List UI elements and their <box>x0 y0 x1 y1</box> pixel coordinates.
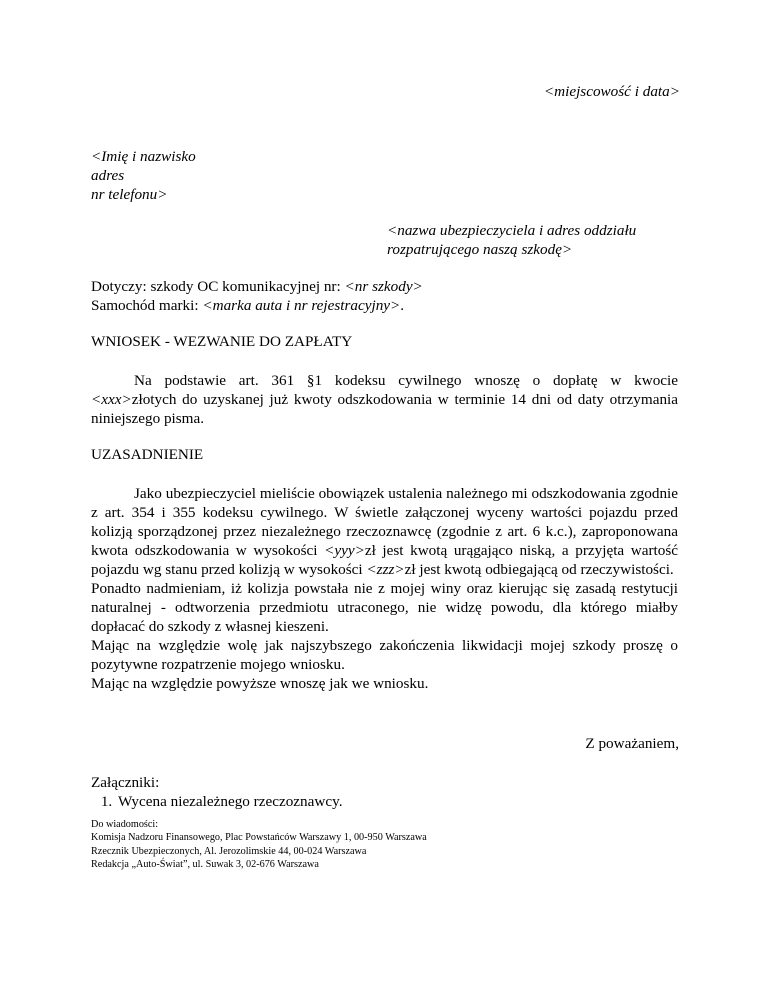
request-heading: WNIOSEK - WEZWANIE DO ZAPŁATY <box>91 333 353 350</box>
justification-paragraph-2: Ponadto nadmieniam, iż kolizja powstała nie z mojej winy oraz kierując się zasadą restytucji naturalnej - odtworzenia przedmiotu utraconego, nie widzę powodu, dla którego miałby dopłacać do szkody z własnej kieszeni. <box>91 580 678 635</box>
request-line-3: niniejszego pisma. <box>91 410 205 427</box>
closing-salutation: Z poważaniem, <box>585 735 679 752</box>
subject-claim-line <box>91 277 423 296</box>
request-paragraph <box>91 371 678 428</box>
sender-name: <Imię i nazwisko <box>91 148 196 165</box>
cc-recipient: Redakcja „Auto-Świat”, ul. Suwak 3, 02-676 Warszawa <box>91 858 319 870</box>
recipient-line-1: <nazwa ubezpieczyciela i adres oddziału <box>387 222 637 239</box>
attachment-item: 1. Wycena niezależnego rzeczoznawcy. <box>116 792 343 811</box>
sender-phone: nr telefonu> <box>91 186 168 203</box>
car-make-placeholder: <marka auta i nr rejestracyjny> <box>202 297 401 314</box>
justification-p1-part1: Jako ubezpieczyciel mieliście obowiązek ustalenia należnego mi odszkodowania zgodnie z art. 354 i 355 kodeksu cywilnego. W świetle załączonej wyceny wartości pojazdu przed kolizją sporządzonej przez niezależnego rzeczoznawcę (zgodnie z art. 6 k.c.), zaproponowana kwota odszkodowania w wysokości <box>91 485 678 559</box>
offered-amount-placeholder: <yyy> <box>324 542 365 559</box>
cc-recipient: Rzecznik Ubezpieczonych, Al. Jerozolimskie 44, 00-024 Warszawa <box>91 845 367 857</box>
justification-paragraph-3: Mając na względzie wolę jak najszybszego zakończenia likwidacji mojej szkody proszę o pozytywne rozpatrzenie mojego wniosku. <box>91 637 678 673</box>
attachments-block <box>91 773 343 811</box>
cc-block <box>91 818 427 871</box>
subject-car-suffix: . <box>400 297 405 314</box>
recipient-block <box>387 221 636 259</box>
subject-claim-label: Dotyczy: szkody OC komunikacyjnej nr: <box>91 278 345 295</box>
cc-recipient: Komisja Nadzoru Finansowego, Plac Powstańców Warszawy 1, 00-950 Warszawa <box>91 832 427 844</box>
request-line-1: Na podstawie art. 361 §1 kodeksu cywilnego wnoszę o dopłatę w kwocie <box>134 372 678 389</box>
subject-car-line <box>91 296 423 315</box>
claim-number-placeholder: <nr szkody> <box>344 278 423 295</box>
justification-p1-part3: zł jest kwotą odbiegającą od rzeczywistości. <box>404 561 674 578</box>
request-line-2-text: złotych do uzyskanej już kwoty odszkodowania w terminie 14 dni od daty otrzymania <box>131 391 678 408</box>
subject-car-label: Samochód marki: <box>91 297 203 314</box>
recipient-line-2: rozpatrującego naszą szkodę> <box>387 241 573 258</box>
justification-body <box>91 484 678 693</box>
sender-address: adres <box>91 167 125 184</box>
sender-block <box>91 147 196 204</box>
request-line-2 <box>91 390 678 409</box>
justification-paragraph-4: Mając na względzie powyższe wnoszę jak we wniosku. <box>91 675 429 692</box>
vehicle-value-placeholder: <zzz> <box>366 561 405 578</box>
attachments-list <box>91 792 343 811</box>
attachments-label: Załączniki: <box>91 774 160 791</box>
justification-heading: UZASADNIENIE <box>91 446 204 463</box>
amount-placeholder: <xxx> <box>91 391 132 408</box>
justification-paragraph-1 <box>91 484 678 579</box>
subject-block <box>91 277 423 315</box>
cc-label: Do wiadomości: <box>91 819 159 830</box>
justification-p1-part2: zł jest kwotą urągająco niską, a przyjęta wartość pojazdu wg stanu przed kolizją w wysokości <box>91 542 678 578</box>
place-and-date: <miejscowość i data> <box>543 83 680 100</box>
